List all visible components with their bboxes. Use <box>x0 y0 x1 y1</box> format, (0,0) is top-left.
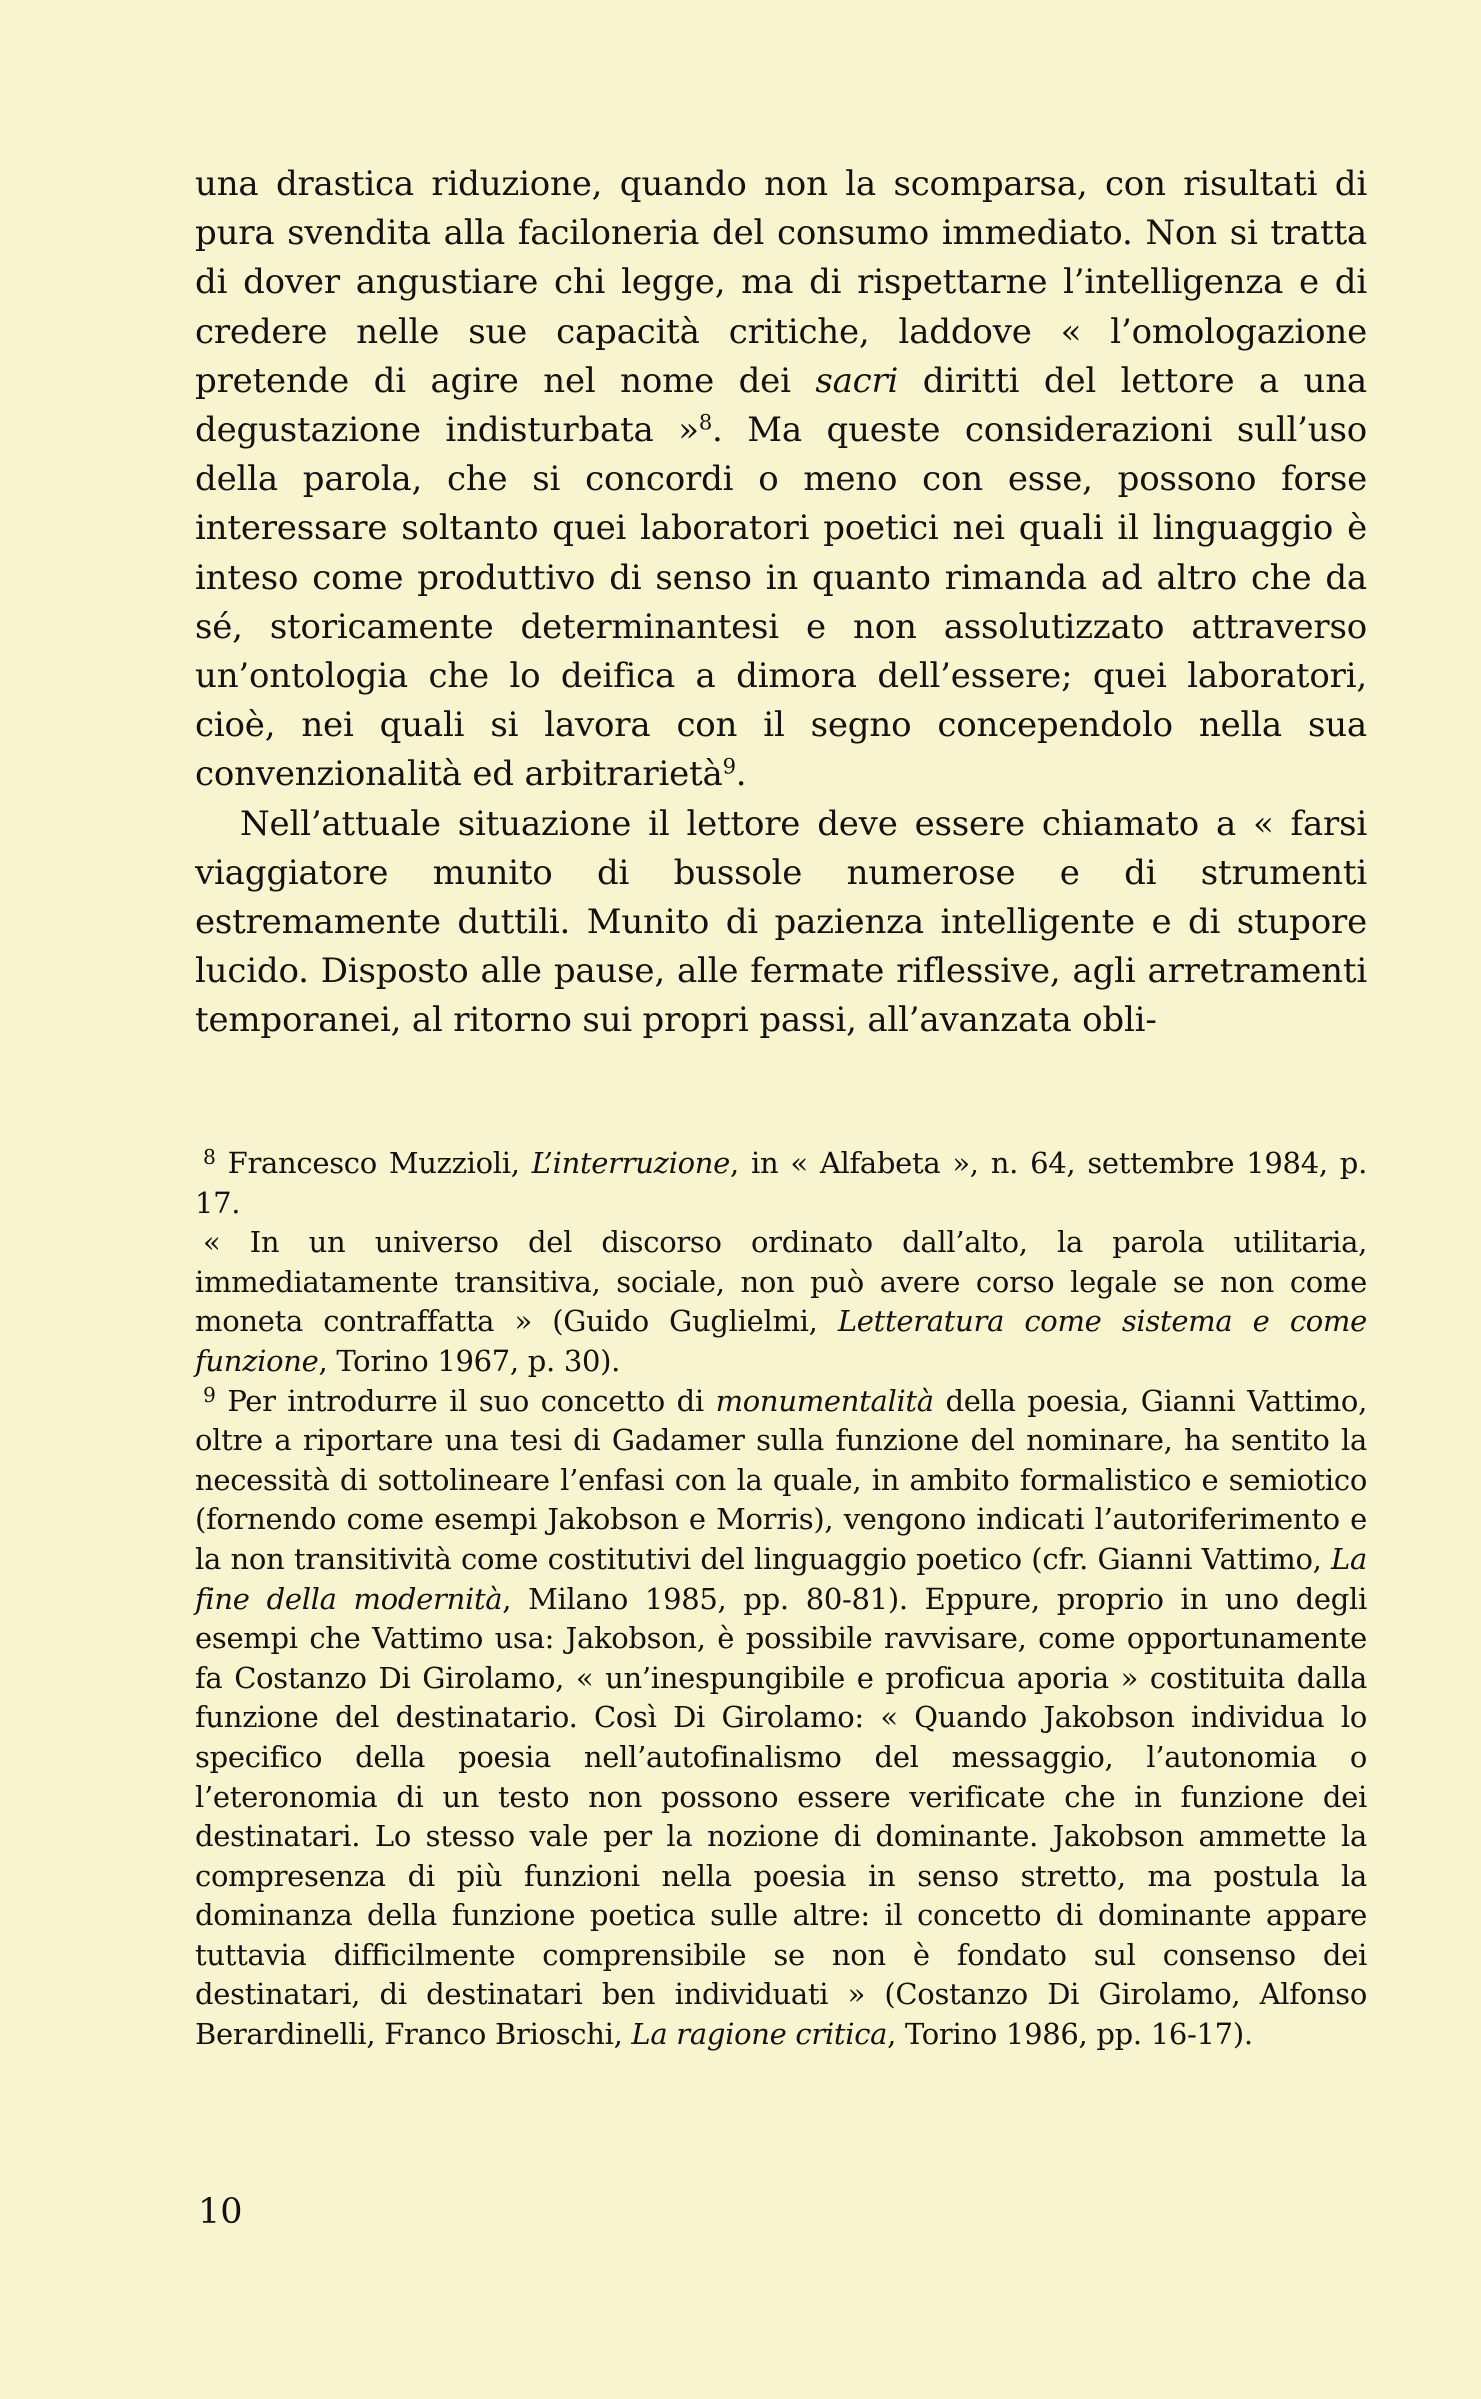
italic-run: La fine della modernità <box>195 1541 1367 1616</box>
text-run: , Milano 1985, pp. 80-81). Eppure, proprio in uno degli esempi che Vattimo usa: Jakobson, è possibile ravvisare, come opportunamente fa Costanzo Di Girolamo, « un’inespungibile e proficua aporia » costituita dalla funzione del destinatario. Così Di Girolamo: « Quando Jakobson individua lo specifico della poesia nell’autofinalismo del messaggio, l’autonomia o l’eteronomia di un testo non possono essere verificate che in funzione dei destinatari. Lo stesso vale per la nozione di dominante. Jakobson ammette la compresenza di più funzioni nella poesia in senso stretto, ma postula la dominanza della funzione poetica sulle altre: il concetto di dominante appare tuttavia difficilmente comprensibile se non è fondato sul consenso dei destinatari, di destinatari ben individuati » (Costanzo Di Girolamo, Alfonso Berardinelli, Franco Brioschi, <box>195 1581 1367 2052</box>
text-run: « In un universo del discorso ordinato dall’alto, la parola utilitaria, immediatamente transitiva, sociale, non può avere corso legale se non come moneta contraffatta » (Guido Guglielmi, <box>195 1225 1367 1339</box>
text-run: diritti del lettore a una degustazione indisturbata » <box>195 360 1367 451</box>
paragraph-2: Nell’attuale situazione il lettore deve essere chiamato a « farsi viaggiatore munito di bussole numerose e di strumenti estremamente duttili. Munito di pazienza intelligente e di stupore lucido. Disposto alle pause, alle fermate riflessive, agli arretramenti temporanei, al ritorno sui propri passi, all’avanzata obli- <box>195 803 1367 1041</box>
text-run: Francesco Muzzioli, <box>215 1146 532 1180</box>
text-run: , in « Alfabeta », n. 64, settembre 1984, p. 17. <box>195 1146 1367 1220</box>
footnote-marker: 9 <box>203 1382 216 1407</box>
paragraph-1 <box>195 160 1367 800</box>
text-run: una drastica riduzione, quando non la scomparsa, con risultati di pura svendita alla faciloneria del consumo immediato. Non si tratta di dover angustiare chi legge, ma di rispettarne l’intelligenza e di credere nelle sue capacità critiche, laddove « l’omologazione pretende di agire nel nome dei <box>195 164 1367 401</box>
text-run: . <box>735 754 747 795</box>
italic-run: monumentalità <box>715 1383 934 1418</box>
footnote-ref-9[interactable]: 9 <box>722 753 736 779</box>
italic-run: Letteratura come sistema e come funzione <box>195 1304 1367 1378</box>
footnote-ref-8[interactable]: 8 <box>698 409 713 435</box>
footnote-9 <box>195 1382 1367 2055</box>
page-body <box>195 160 1367 1046</box>
footnotes <box>195 1144 1367 2055</box>
italic-run: La ragione critica <box>631 2017 888 2052</box>
text-run: , Torino 1967, p. 30). <box>318 1343 621 1378</box>
footnote-8-continued <box>195 1223 1367 1381</box>
text-run: Per introdurre il suo concetto di <box>215 1383 716 1418</box>
page-number: 10 <box>198 2192 243 2232</box>
main-text <box>195 160 1367 1046</box>
footnote-marker: 8 <box>203 1144 216 1169</box>
text-run: della poesia, Gianni Vattimo, oltre a riportare una tesi di Gadamer sulla funzione del nominare, ha sentito la necessità di sottolineare l’enfasi con la quale, in ambito formalistico e semiotico (fornendo come esempi Jakobson e Morris), vengono indicati l’autoriferimento e la non transitività come costitutivi del linguaggio poetico (cfr. Gianni Vattimo, <box>195 1383 1368 1576</box>
italic-run: L’interruzione <box>531 1146 731 1180</box>
footnote-8 <box>195 1144 1367 1223</box>
italic-run: sacri <box>815 360 899 401</box>
text-run: , Torino 1986, pp. 16-17). <box>887 2017 1253 2052</box>
text-run: . Ma queste considerazioni sull’uso della parola, che si concordi o meno con esse, possono forse interessare soltanto quei laboratori poetici nei quali il linguaggio è inteso come produttivo di senso in quanto rimanda ad altro che da sé, storicamente determinantesi e non assolutizzato attraverso un’ontologia che lo deifica a dimora dell’essere; quei laboratori, cioè, nei quali si lavora con il segno concependolo nella sua convenzionalità ed arbitrarietà <box>195 410 1367 795</box>
